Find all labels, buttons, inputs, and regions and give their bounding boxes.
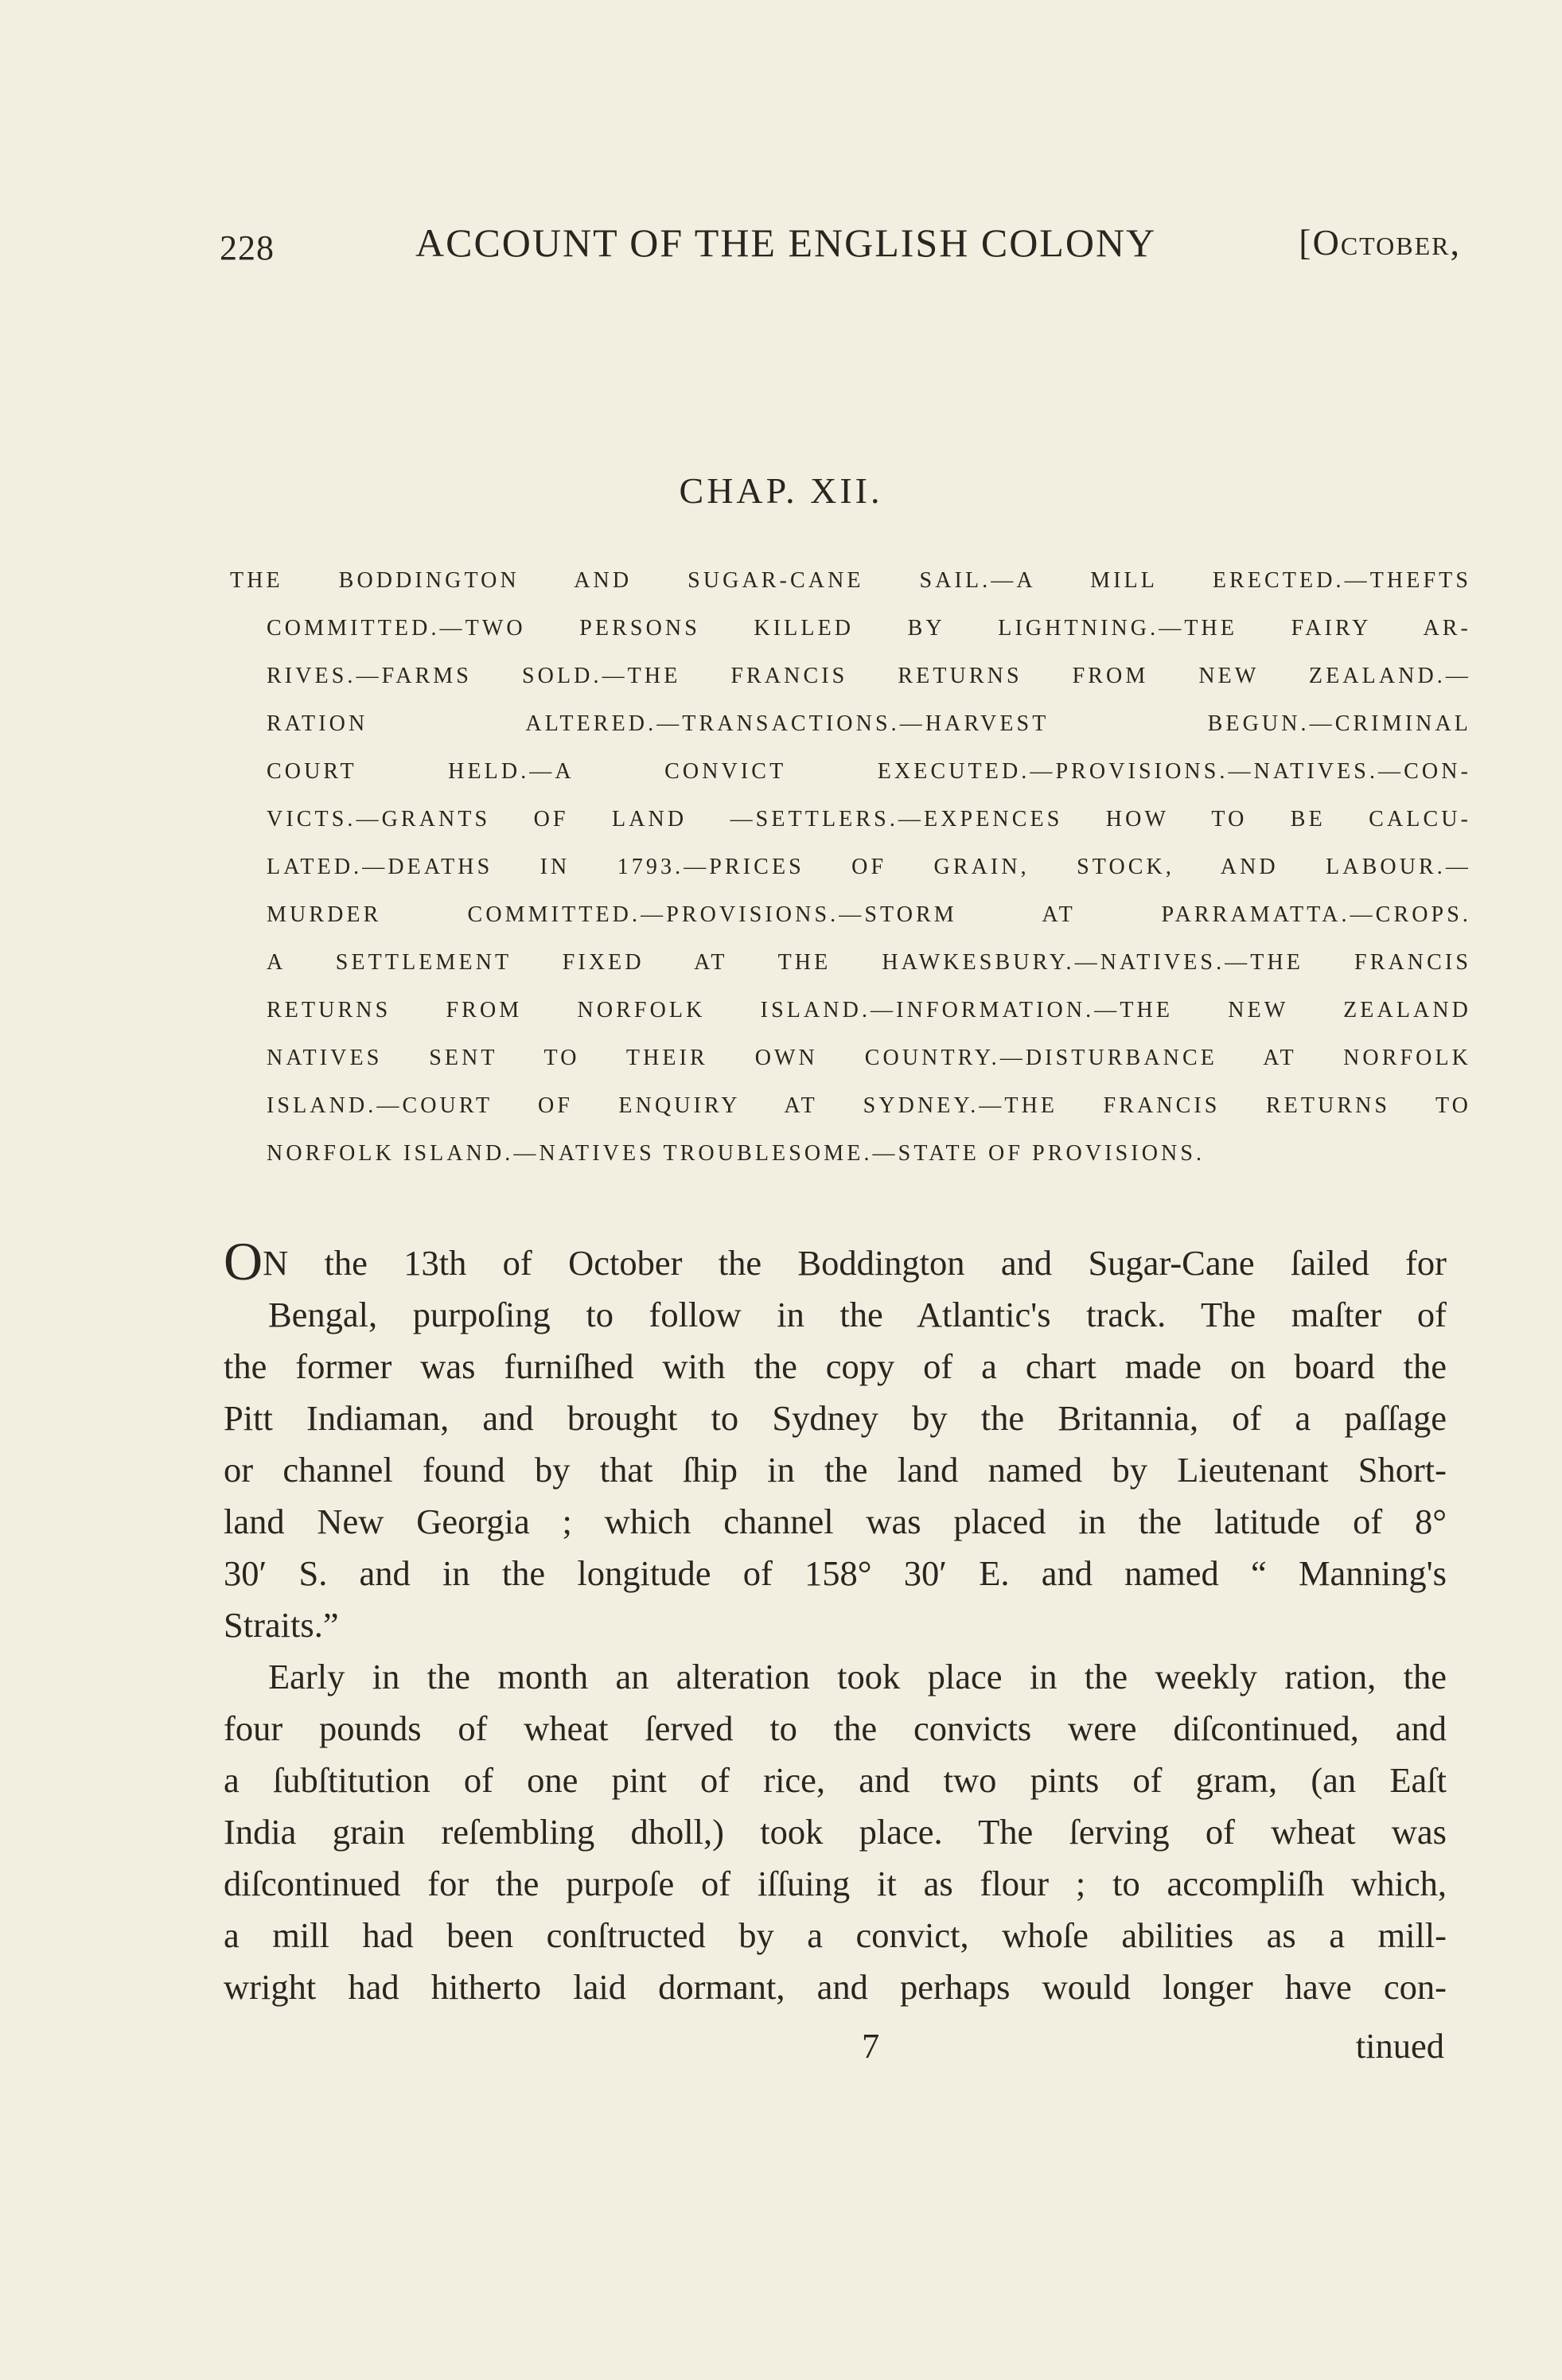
body-line: the former was furniſhed with the copy of a chart made on board the [224, 1346, 1447, 1386]
synopsis-line: COMMITTED.—TWO PERSONS KILLED BY LIGHTNING.—THE FAIRY AR- [267, 616, 1471, 641]
body-line: Bengal, purpoſing to follow in the Atlantic's track. The maſter of [268, 1295, 1447, 1334]
body-line: wright had hitherto laid dormant, and perhaps would longer have con- [224, 1967, 1447, 2007]
body-line: 30′ S. and in the longitude of 158° 30′ E. and named “ Manning's [224, 1553, 1447, 1593]
synopsis-line: RIVES.—FARMS SOLD.—THE FRANCIS RETURNS FROM NEW ZEALAND.— [267, 664, 1471, 688]
page-header [220, 220, 1461, 275]
synopsis-line: NATIVES SENT TO THEIR OWN COUNTRY.—DISTURBANCE AT NORFOLK [267, 1046, 1471, 1070]
body-line: a ſubſtitution of one pint of rice, and two pints of gram, (an Eaſt [224, 1760, 1447, 1800]
synopsis-line: A SETTLEMENT FIXED AT THE HAWKESBURY.—NATIVES.—THE FRANCIS [267, 950, 1471, 975]
synopsis-line: RATION ALTERED.—TRANSACTIONS.—HARVEST BEGUN.—CRIMINAL [267, 711, 1471, 736]
running-title: ACCOUNT OF THE ENGLISH COLONY [415, 220, 1157, 265]
synopsis-line: MURDER COMMITTED.—PROVISIONS.—STORM AT PARRAMATTA.—CROPS. [267, 902, 1471, 927]
page-number: 228 [220, 228, 275, 267]
synopsis-line: THE BODDINGTON AND SUGAR-CANE SAIL.—A MILL ERECTED.—THEFTS [230, 568, 1471, 593]
header-month: [October, [1299, 222, 1461, 263]
chapter-heading: CHAP. XII. [679, 470, 883, 511]
body-line: diſcontinued for the purpoſe of iſſuing it as flour ; to accompliſh which, [224, 1864, 1447, 1903]
catchword: tinued [1355, 2026, 1444, 2066]
synopsis-line: NORFOLK ISLAND.—NATIVES TROUBLESOME.—STATE OF PROVISIONS. [267, 1141, 1206, 1166]
body-line: India grain reſembling dholl,) took place. The ſerving of wheat was [224, 1812, 1447, 1852]
body-line: four pounds of wheat ſerved to the convicts were diſcontinued, and [224, 1708, 1447, 1748]
synopsis-line: RETURNS FROM NORFOLK ISLAND.—INFORMATION.—THE NEW ZEALAND [267, 998, 1471, 1023]
signature-mark: 7 [862, 2026, 880, 2066]
body-line: land New Georgia ; which channel was placed in the latitude of 8° [224, 1502, 1447, 1541]
body-line: Straits.” [224, 1605, 339, 1645]
body-line: or channel found by that ſhip in the land named by Lieutenant Short- [224, 1450, 1447, 1490]
synopsis-line: VICTS.—GRANTS OF LAND —SETTLERS.—EXPENCES HOW TO BE CALCU- [267, 807, 1471, 832]
body-text [224, 1231, 1447, 2013]
body-line-text: N the 13th of October the Boddington and Sugar-Cane ſailed for [263, 1243, 1447, 1283]
body-line: a mill had been conſtructed by a convict, whoſe abilities as a mill- [224, 1915, 1447, 1955]
body-line [224, 1231, 1447, 1291]
synopsis-line: LATED.—DEATHS IN 1793.—PRICES OF GRAIN, STOCK, AND LABOUR.— [267, 855, 1471, 879]
chapter-synopsis [230, 557, 1471, 1178]
synopsis-line: ISLAND.—COURT OF ENQUIRY AT SYDNEY.—THE FRANCIS RETURNS TO [267, 1093, 1471, 1118]
body-line: Early in the month an alteration took place in the weekly ration, the [268, 1657, 1447, 1696]
synopsis-line: COURT HELD.—A CONVICT EXECUTED.—PROVISIONS.—NATIVES.—CON- [267, 759, 1471, 784]
drop-cap: O [224, 1231, 263, 1291]
body-line: Pitt Indiaman, and brought to Sydney by the Britannia, of a paſſage [224, 1398, 1447, 1438]
